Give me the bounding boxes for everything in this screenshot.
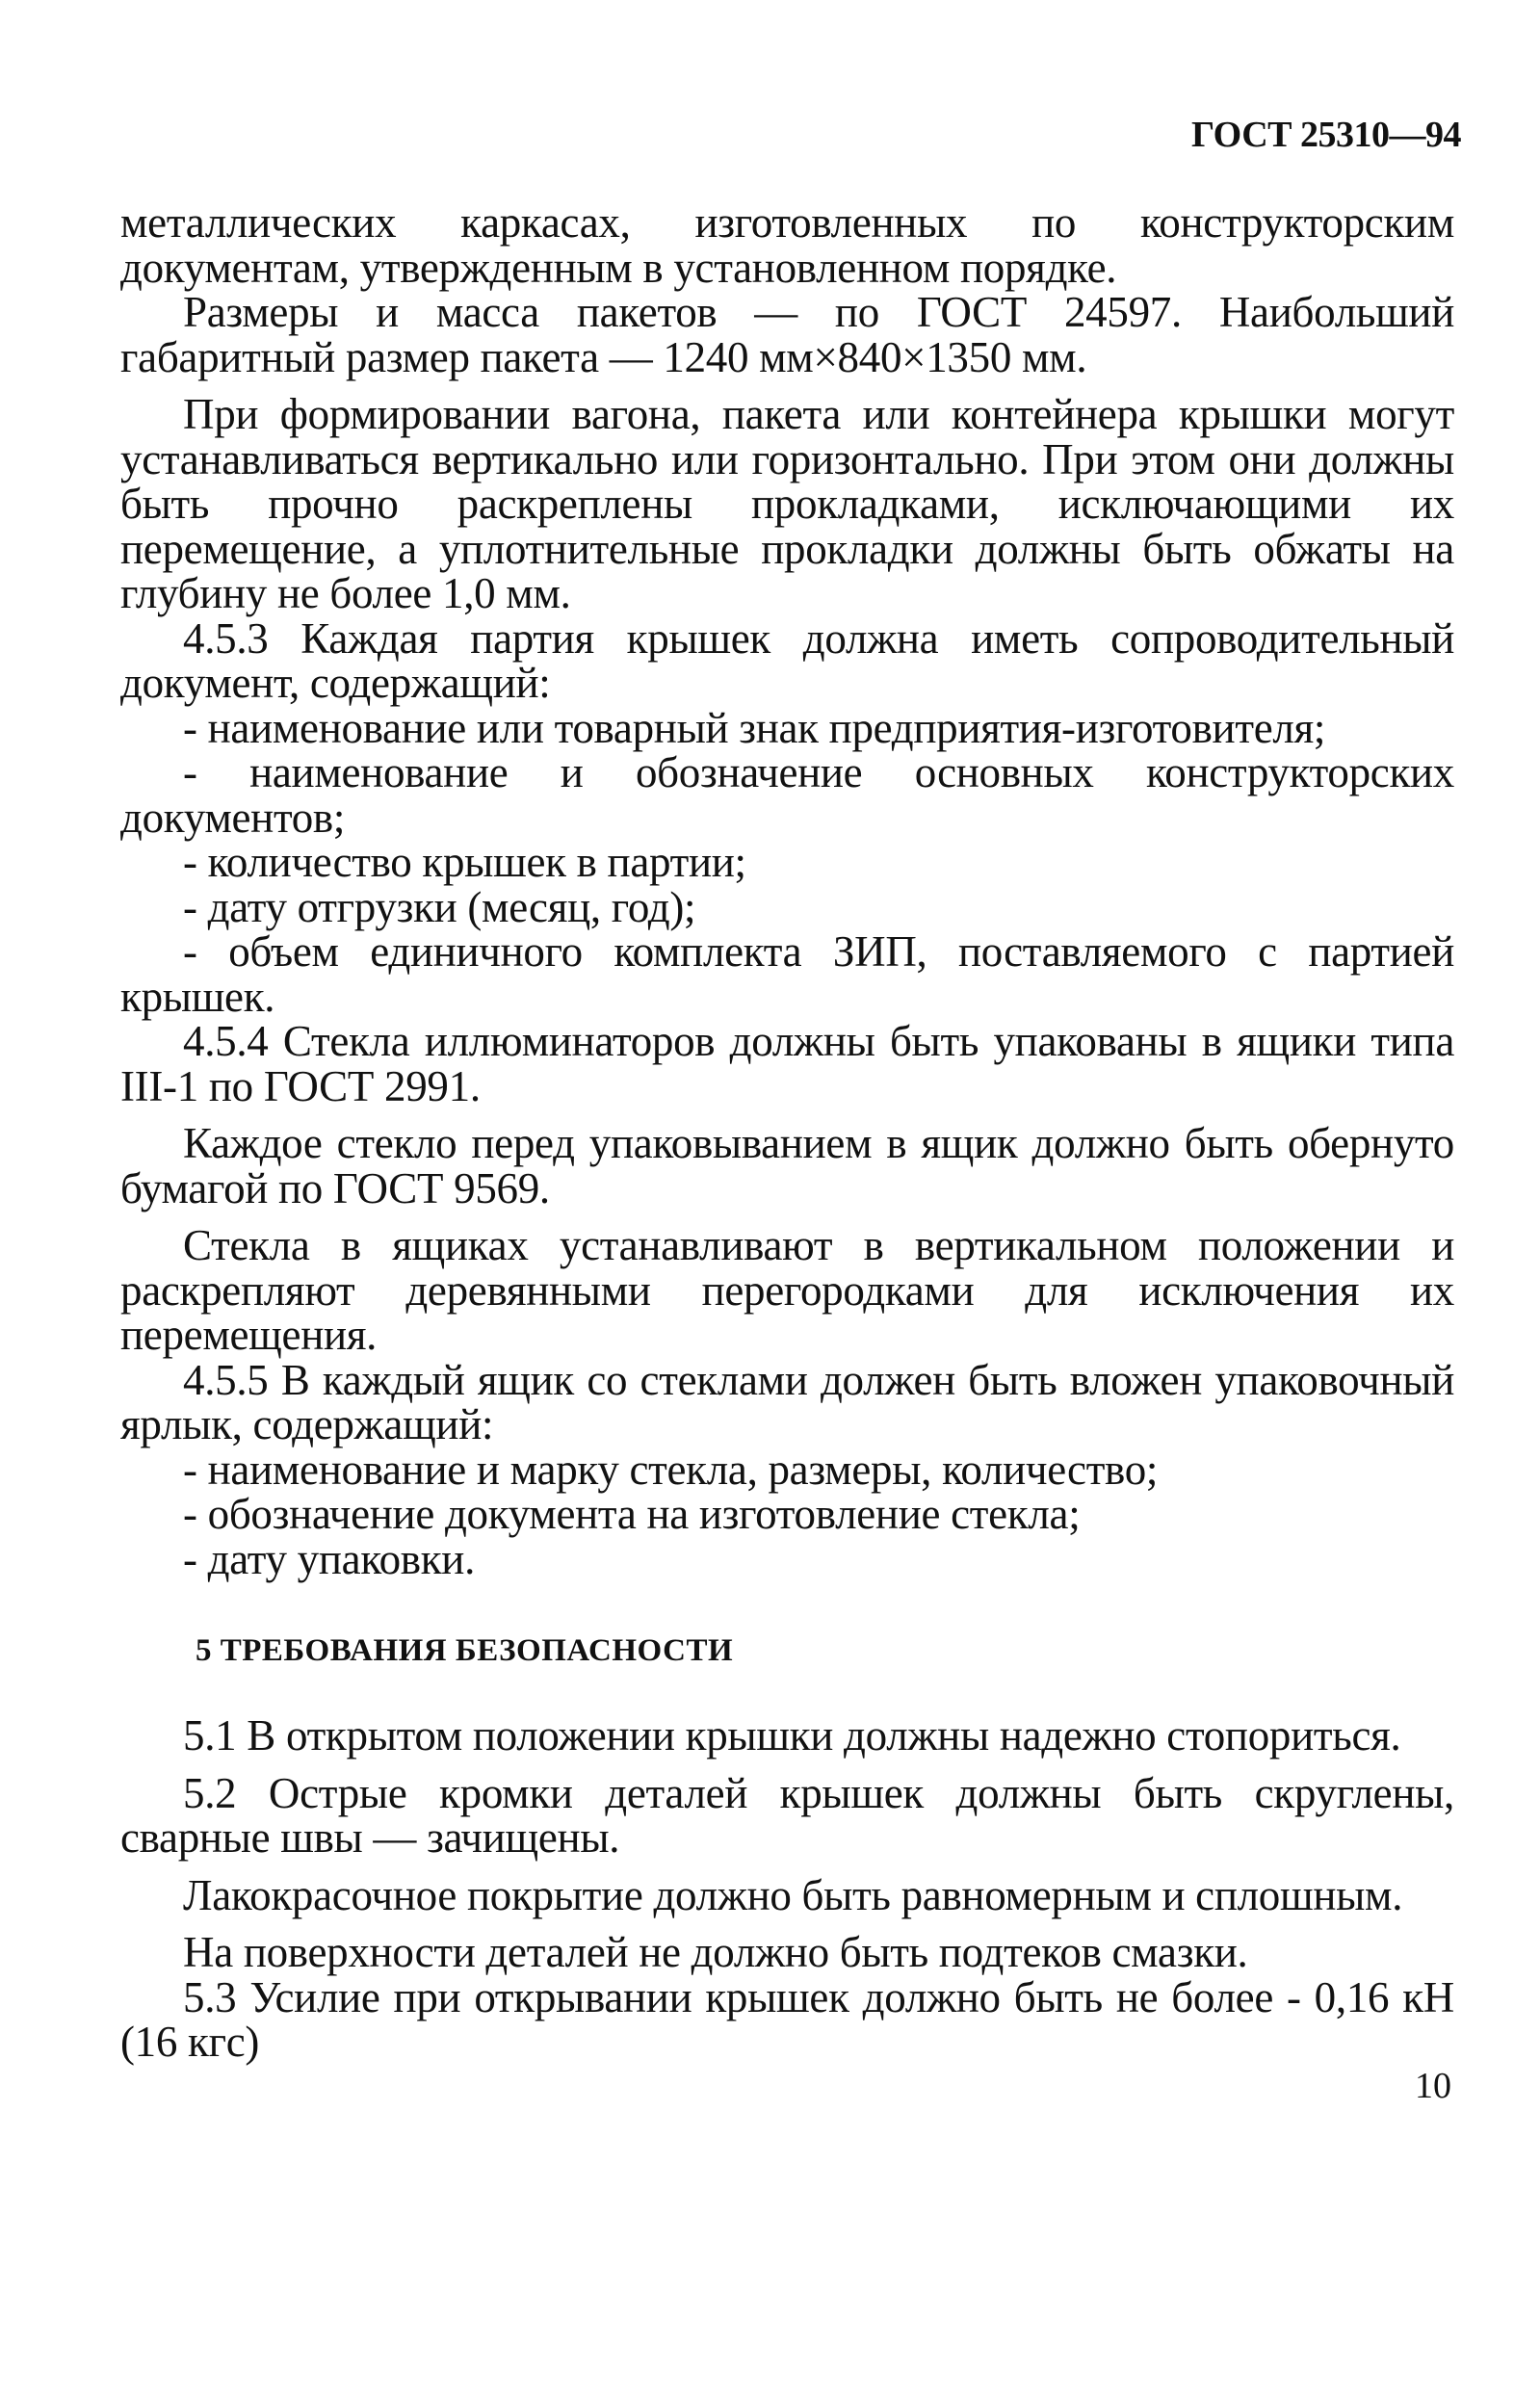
section-heading: 5 ТРЕБОВАНИЯ БЕЗОПАСНОСТИ xyxy=(196,1633,734,1668)
paragraph-4-5-3: 4.5.3 Каждая партия крышек должна иметь сопроводительный документ, содержащий: xyxy=(120,613,1454,707)
paragraph-5-1: 5.1 В открытом положении крышки должны надежно стопориться. xyxy=(183,1711,1401,1759)
paragraph-package-sizes: Размеры и масса пакетов — по ГОСТ 24597. Наибольший габаритный размер пакета — 1240 мм×840×1350 мм. xyxy=(120,288,1454,381)
document-body xyxy=(120,200,1454,2065)
list-item: - наименование или товарный знак предприятия-изготовителя; xyxy=(183,703,1326,752)
paragraph-glass-wrapping: Каждое стекло перед упаковыванием в ящик должно быть обернуто бумагой по ГОСТ 9569. xyxy=(120,1119,1454,1212)
document-code-header: ГОСТ 25310—94 xyxy=(1190,115,1461,155)
page-number: 10 xyxy=(1415,2066,1451,2106)
paragraph-4-5-5: 4.5.5 В каждый ящик со стеклами должен быть вложен упаковочный ярлык, содержащий: xyxy=(120,1355,1454,1448)
paragraph-5-3: 5.3 Усилие при открывании крышек должно быть не более - 0,16 кН (16 кгс) xyxy=(120,1972,1454,2066)
list-item: - дату отгрузки (месяц, год); xyxy=(183,882,696,931)
list-item: - количество крышек в партии; xyxy=(183,838,746,886)
paragraph-continuation: металлических каркасах, изготовленных по конструкторским документам, утвержденным в установленном порядке. xyxy=(120,198,1454,292)
paragraph-formation: При формировании вагона, пакета или контейнера крышки могут устанавливаться вертикально или горизонтально. При этом они должны быть прочно раскреплены прокладками, исключающими их перемещение, а уплотнительные прокладки должны быть обжаты на глубину не более 1,0 мм. xyxy=(120,390,1454,617)
list-item: - наименование и обозначение основных конструкторских документов; xyxy=(120,748,1454,842)
list-item: - обозначение документа на изготовление стекла; xyxy=(183,1490,1081,1538)
paragraph-no-grease: На поверхности деталей не должно быть подтеков смазки. xyxy=(183,1928,1248,1976)
paragraph-4-5-4: 4.5.4 Стекла иллюминаторов должны быть упакованы в ящики типа III-1 по ГОСТ 2991. xyxy=(120,1017,1454,1110)
paragraph-glass-position: Стекла в ящиках устанавливают в вертикальном положении и раскрепляют деревянными перегородками для исключения их перемещения. xyxy=(120,1221,1454,1359)
list-item: - объем единичного комплекта ЗИП, поставляемого с партией крышек. xyxy=(120,927,1454,1021)
list-item: - дату упаковки. xyxy=(183,1534,476,1583)
paragraph-5-2: 5.2 Острые кромки деталей крышек должны быть скруглены, сварные швы — зачищены. xyxy=(120,1768,1454,1862)
paragraph-paint-coating: Лакокрасочное покрытие должно быть равномерным и сплошным. xyxy=(183,1870,1403,1919)
list-item: - наименование и марку стекла, размеры, количество; xyxy=(183,1445,1159,1494)
